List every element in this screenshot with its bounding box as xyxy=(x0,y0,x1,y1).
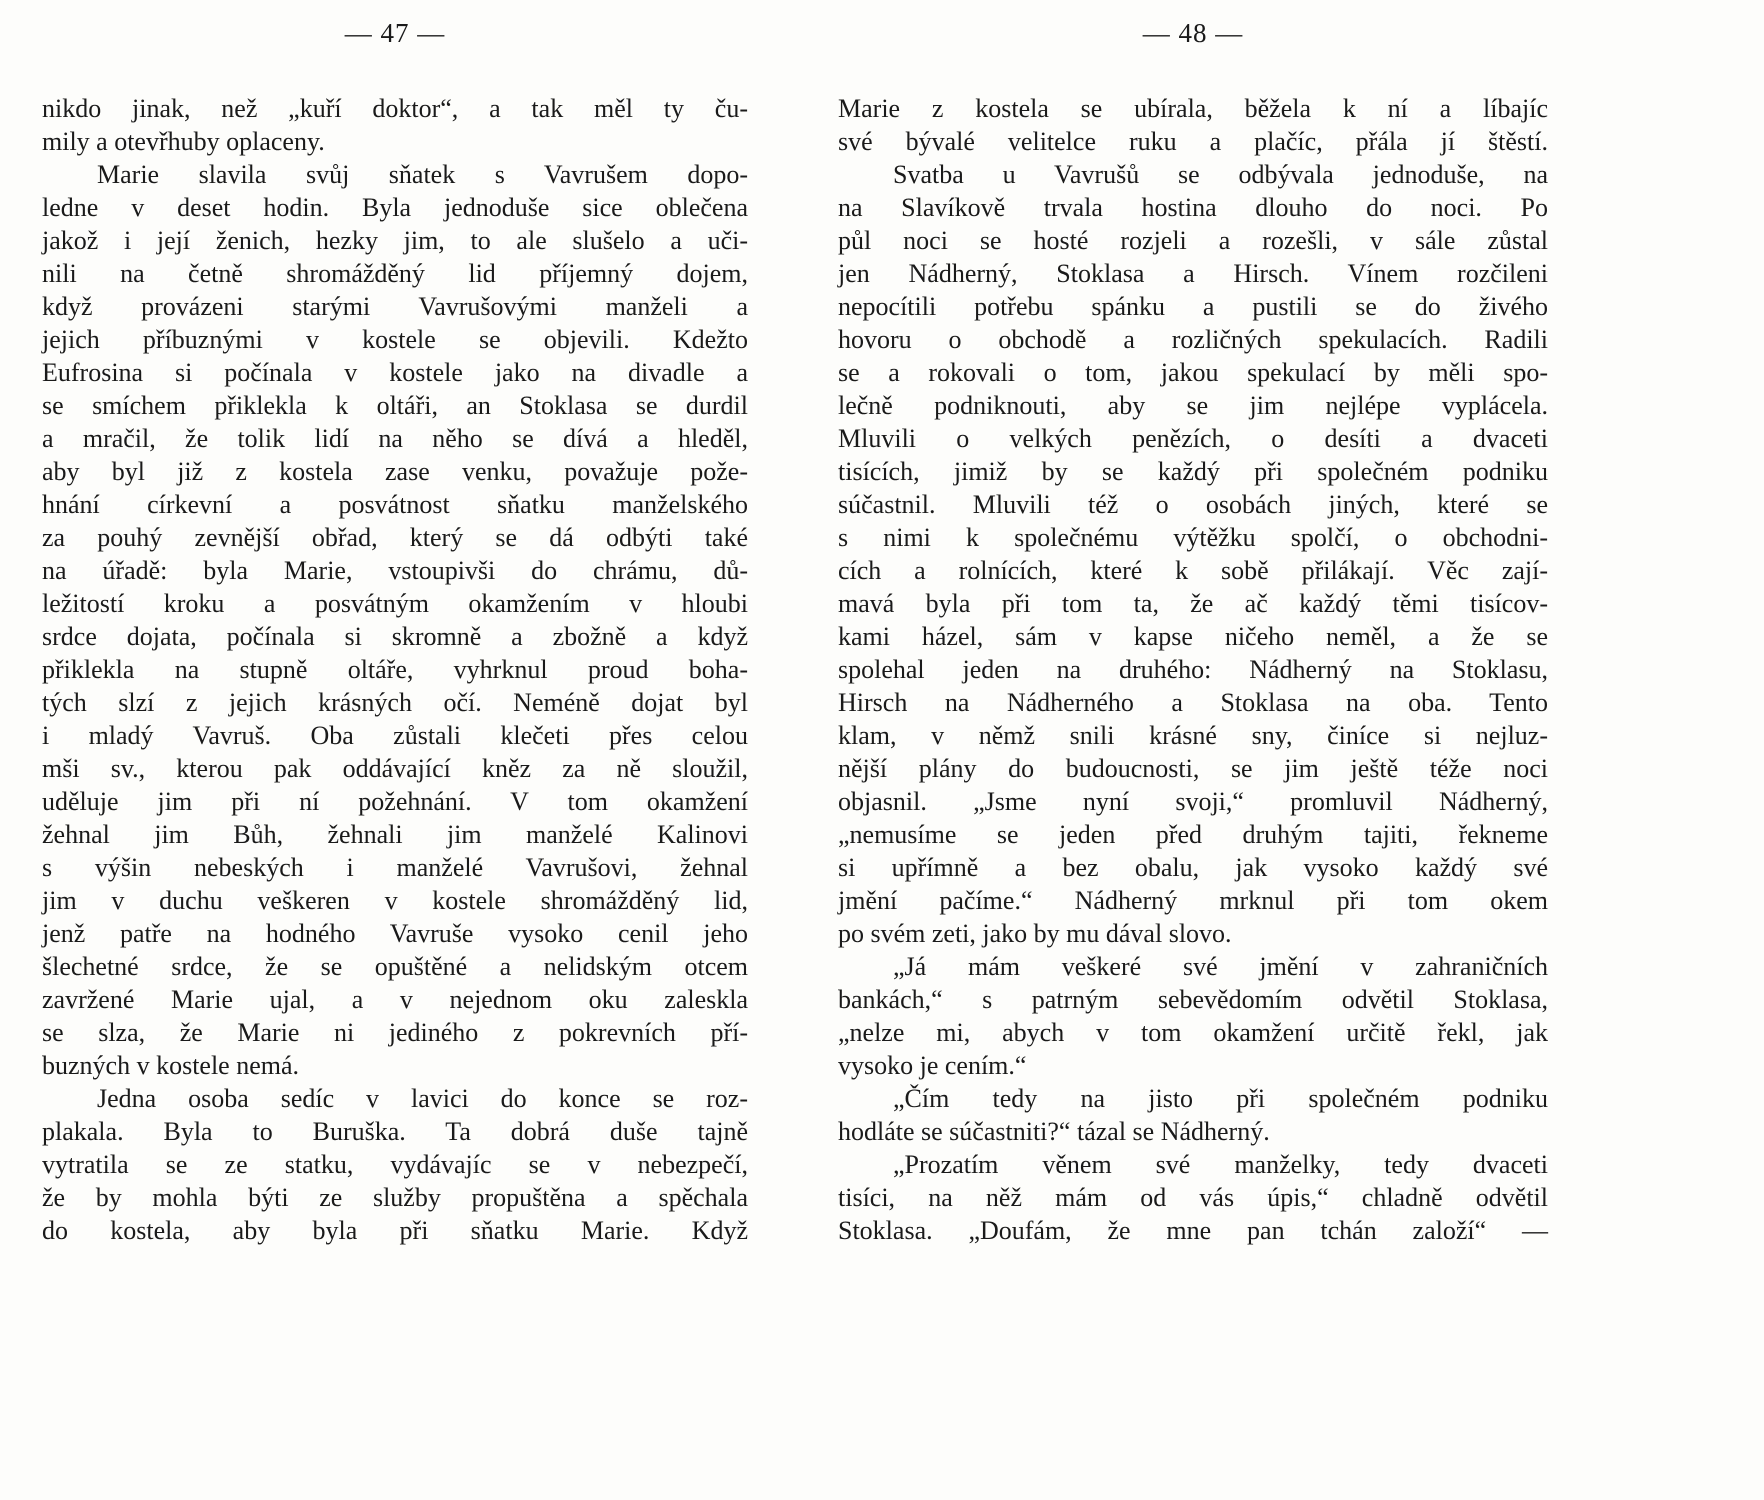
page-number-left: — 47 — xyxy=(344,18,446,48)
text-line: vysoko je cením.“ xyxy=(838,1051,1027,1080)
text-line: nili na četně shromážděný lid příjemný dojem, xyxy=(42,259,748,288)
text-line: přiklekla na stupně oltáře, vyhrknul proud boha- xyxy=(42,655,748,684)
text-line: nikdo jinak, než „kuří doktor“, a tak měl ty ču- xyxy=(42,94,748,123)
text-line: tisíci, na něž mám od vás úpis,“ chladně odvětil xyxy=(838,1183,1548,1212)
paragraph xyxy=(42,1082,748,1247)
page-47 xyxy=(42,18,748,1247)
page-text-left xyxy=(42,92,748,1247)
text-line: spolehal jeden na druhého: Nádherný na Stoklasu, xyxy=(838,655,1548,684)
page-number-right: — 48 — xyxy=(1142,18,1244,48)
text-line: plakala. Byla to Buruška. Ta dobrá duše tajně xyxy=(42,1117,748,1146)
text-line: žehnal jim Bůh, žehnali jim manželé Kalinovi xyxy=(42,820,748,849)
text-line: ležitostí kroku a posvátným okamžením v hloubi xyxy=(42,589,748,618)
text-line: si upřímně a bez obalu, jak vysoko každý své xyxy=(838,853,1548,882)
text-line: „nemusíme se jeden před druhým tajiti, řekneme xyxy=(838,820,1548,849)
text-line: objasnil. „Jsme nyní svoji,“ promluvil Nádherný, xyxy=(838,787,1548,816)
text-line: hovoru o obchodě a rozličných spekulacích. Radili xyxy=(838,325,1548,354)
text-line: i mladý Vavruš. Oba zůstali klečeti přes celou xyxy=(42,721,748,750)
text-line: uděluje jim při ní požehnání. V tom okamžení xyxy=(42,787,748,816)
text-line: Marie z kostela se ubírala, běžela k ní a líbajíc xyxy=(838,94,1548,123)
text-line: srdce dojata, počínala si skromně a zbožně a když xyxy=(42,622,748,651)
text-line: aby byl již z kostela zase venku, považuje pože- xyxy=(42,457,748,486)
text-line: cích a rolnících, které k sobě přilákají. Věc zají- xyxy=(838,556,1548,585)
paragraph xyxy=(42,158,748,1082)
text-line: jejich příbuznými v kostele se objevili. Kdežto xyxy=(42,325,748,354)
text-line: tisících, jimiž by se každý při společném podniku xyxy=(838,457,1548,486)
text-line: Hirsch na Nádherného a Stoklasa na oba. Tento xyxy=(838,688,1548,717)
text-line: jenž patře na hodného Vavruše vysoko cenil jeho xyxy=(42,919,748,948)
text-line: a mračil, že tolik lidí na něho se dívá a hleděl, xyxy=(42,424,748,453)
text-line: mši sv., kterou pak oddávající kněz za ně sloužil, xyxy=(42,754,748,783)
text-line: se a rokovali o tom, jakou spekulací by měli spo- xyxy=(838,358,1548,387)
text-line: mavá byla při tom ta, že ač každý těmi tisícov- xyxy=(838,589,1548,618)
text-line: zavržené Marie ujal, a v nejednom oku zaleskla xyxy=(42,985,748,1014)
text-line: nější plány do budoucnosti, se jim ještě téže noci xyxy=(838,754,1548,783)
paragraph xyxy=(42,92,748,158)
text-line: jakož i její ženich, hezky jim, to ale slušelo a uči- xyxy=(42,226,748,255)
text-line: po svém zeti, jako by mu dával slovo. xyxy=(838,919,1232,948)
text-line: Mluvili o velkých penězích, o desíti a dvaceti xyxy=(838,424,1548,453)
paragraph xyxy=(838,158,1548,950)
text-line: nepocítili potřebu spánku a pustili se do živého xyxy=(838,292,1548,321)
text-line: jim v duchu veškeren v kostele shromážděný lid, xyxy=(42,886,748,915)
text-line: šlechetné srdce, že se opuštěné a nelidským otcem xyxy=(42,952,748,981)
text-line: své bývalé velitelce ruku a plačíc, přála jí štěstí. xyxy=(838,127,1548,156)
text-line: hodláte se súčastniti?“ tázal se Nádherný. xyxy=(838,1117,1270,1146)
text-line: že by mohla býti ze služby propuštěna a spěchala xyxy=(42,1183,748,1212)
text-line: jen Nádherný, Stoklasa a Hirsch. Vínem rozčileni xyxy=(838,259,1548,288)
paragraph xyxy=(838,1082,1548,1148)
paragraph xyxy=(838,1148,1548,1247)
text-line: kami házel, sám v kapse ničeho neměl, a že se xyxy=(838,622,1548,651)
text-line: bankách,“ s patrným sebevědomím odvětil Stoklasa, xyxy=(838,985,1548,1014)
text-line: jmění pačíme.“ Nádherný mrknul při tom okem xyxy=(838,886,1548,915)
text-line: když provázeni starými Vavrušovými manželi a xyxy=(42,292,748,321)
text-line: súčastnil. Mluvili též o osobách jiných, které se xyxy=(838,490,1548,519)
text-line: s nimi k společnému výtěžku spolčí, o obchodni- xyxy=(838,523,1548,552)
text-line: na úřadě: byla Marie, vstoupivši do chrámu, dů- xyxy=(42,556,748,585)
text-line: se smíchem přiklekla k oltáři, an Stoklasa se durdil xyxy=(42,391,748,420)
text-line: ledne v deset hodin. Byla jednoduše sice oblečena xyxy=(42,193,748,222)
text-line: mily a otevřhuby oplaceny. xyxy=(42,127,325,156)
page-text-right xyxy=(838,92,1548,1247)
text-line: Eufrosina si počínala v kostele jako na divadle a xyxy=(42,358,748,387)
page-48 xyxy=(838,18,1548,1247)
text-line: tých slzí z jejich krásných očí. Neméně dojat byl xyxy=(42,688,748,717)
text-line: „nelze mi, abych v tom okamžení určitě řekl, jak xyxy=(838,1018,1548,1047)
text-line: „Prozatím věnem své manželky, tedy dvaceti xyxy=(893,1150,1548,1179)
text-line: „Čím tedy na jisto při společném podniku xyxy=(893,1084,1548,1113)
text-line: se slza, že Marie ni jediného z pokrevních pří- xyxy=(42,1018,748,1047)
text-line: klam, v němž snili krásné sny, činíce si nejluz- xyxy=(838,721,1548,750)
paragraph xyxy=(838,92,1548,158)
text-line: Stoklasa. „Doufám, že mne pan tchán založí“ — xyxy=(838,1216,1548,1245)
text-line: buzných v kostele nemá. xyxy=(42,1051,300,1080)
text-line: půl noci se hosté rozjeli a rozešli, v sále zůstal xyxy=(838,226,1548,255)
text-line: za pouhý zevnější obřad, který se dá odbýti také xyxy=(42,523,748,552)
text-line: s výšin nebeských i manželé Vavrušovi, žehnal xyxy=(42,853,748,882)
text-line: „Já mám veškeré své jmění v zahraničních xyxy=(893,952,1548,981)
text-line: lečně podniknouti, aby se jim nejlépe vyplácela. xyxy=(838,391,1548,420)
paragraph xyxy=(838,950,1548,1082)
text-line: do kostela, aby byla při sňatku Marie. Když xyxy=(42,1216,748,1245)
text-line: Marie slavila svůj sňatek s Vavrušem dopo- xyxy=(97,160,748,189)
text-line: na Slavíkově trvala hostina dlouho do noci. Po xyxy=(838,193,1548,222)
text-line: hnání církevní a posvátnost sňatku manželského xyxy=(42,490,748,519)
text-line: vytratila se ze statku, vydávajíc se v nebezpečí, xyxy=(42,1150,748,1179)
text-line: Jedna osoba sedíc v lavici do konce se roz- xyxy=(97,1084,748,1113)
text-line: Svatba u Vavrušů se odbývala jednoduše, na xyxy=(893,160,1548,189)
